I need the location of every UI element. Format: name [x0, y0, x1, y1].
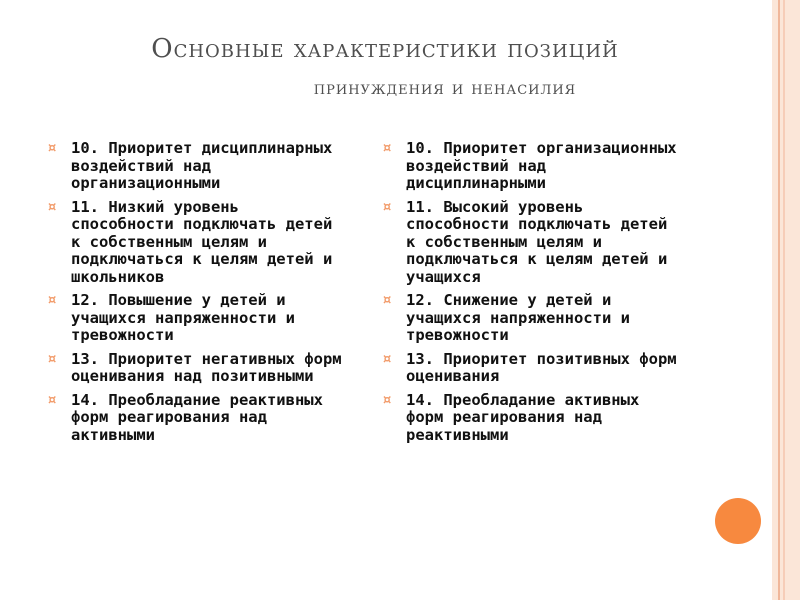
list-item: [48, 199, 348, 287]
list-item-text: 11. Низкий уровень способности подключать детей к собственным целям и подключаться к целям детей и школьников: [71, 197, 333, 286]
list-item: [383, 392, 683, 445]
list-item: [383, 351, 683, 386]
list-item: [48, 392, 348, 445]
right-column-list: [383, 140, 683, 450]
left-column-list: [48, 140, 348, 450]
bullet-icon: ¤: [48, 199, 57, 215]
bullet-icon: ¤: [48, 141, 57, 156]
list-item-text: 11. Высокий уровень способности подключать детей к собственным целям и подключаться к целям детей и учащихся: [406, 197, 668, 286]
list-item-text: 13. Приоритет негативных форм оценивания над позитивными: [71, 349, 342, 385]
list-item-text: 12. Снижение у детей и учащихся напряженности и тревожности: [406, 291, 630, 344]
list-item: [383, 140, 683, 193]
list-item-text: 12. Повышение у детей и учащихся напряженности и тревожности: [71, 291, 295, 344]
list-item-text: 10. Приоритет дисциплинарных воздействий над организационными: [71, 139, 333, 192]
frame-line: [783, 0, 785, 600]
title-line-2: принуждения и ненасилия: [313, 77, 577, 99]
bullet-icon: ¤: [383, 199, 392, 215]
bullet-icon: ¤: [383, 141, 392, 156]
list-item: [383, 199, 683, 287]
bullet-icon: ¤: [383, 351, 392, 367]
list-item: [48, 140, 348, 193]
list-item-text: 10. Приоритет организационных воздействий над дисциплинарными: [406, 139, 677, 192]
list-item: [48, 292, 348, 345]
list-item-text: 14. Преобладание активных форм реагирования над реактивными: [406, 390, 640, 444]
bullet-icon: ¤: [48, 293, 57, 308]
title-line-1: Основные характеристики позиций: [151, 34, 619, 64]
bullet-icon: ¤: [48, 392, 57, 408]
list-item: [48, 351, 348, 386]
slide-title: [0, 32, 770, 102]
list-item-text: 14. Преобладание реактивных форм реагирования над активными: [71, 390, 323, 444]
list-item: [383, 292, 683, 345]
orange-circle-decoration: [715, 498, 761, 544]
bullet-icon: ¤: [383, 392, 392, 408]
right-decorative-frame: [772, 0, 800, 600]
bullet-icon: ¤: [48, 351, 57, 367]
frame-line: [778, 0, 780, 600]
bullet-icon: ¤: [383, 293, 392, 308]
list-item-text: 13. Приоритет позитивных форм оценивания: [406, 349, 677, 385]
